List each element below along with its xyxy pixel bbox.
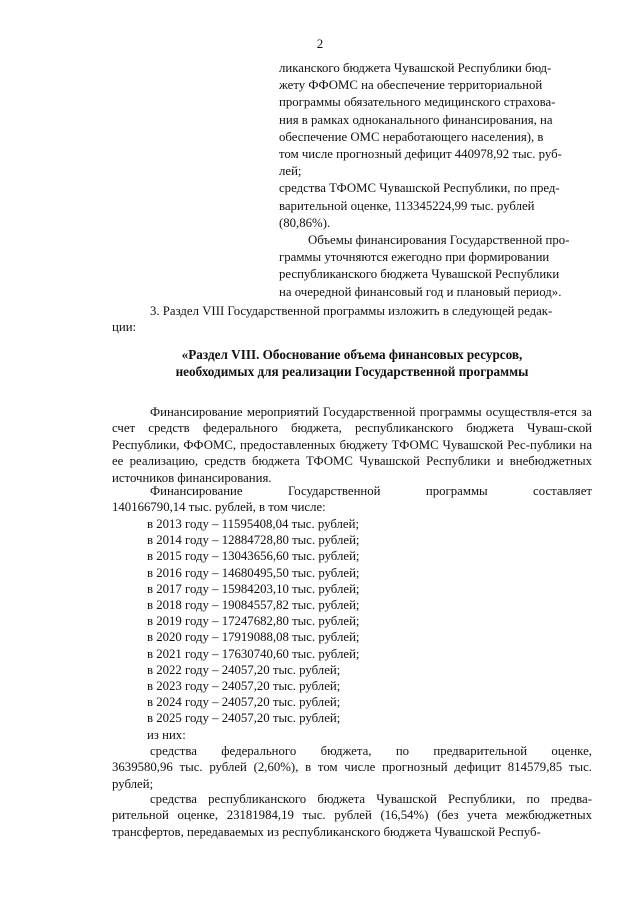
year-item: в 2025 году – 24057,20 тыс. рублей; xyxy=(147,711,341,726)
funding-sources-paragraph: Финансирование мероприятий Государственной программы осуществля-ется за счет средств федерального бюджета, республиканского бюджета Чуваш-ской Республики, ФФОМС, предоставленных бюджету ТФОМС Чувашской Рес-публики на ее реализацию, средств бюджета ТФОМС Чувашской Республики и внебюджетных источников финансирования. xyxy=(112,405,592,485)
federal-budget-paragraph xyxy=(112,743,592,792)
quoted-passport-block xyxy=(279,60,597,301)
word: федерального xyxy=(221,744,297,758)
quote-line: лей; xyxy=(279,164,302,179)
year-item: в 2024 году – 24057,20 тыс. рублей; xyxy=(147,695,341,710)
yearly-funding-list xyxy=(112,516,592,727)
year-item: в 2013 году – 11595408,04 тыс. рублей; xyxy=(147,517,359,531)
year-item: в 2014 году – 12884728,80 тыс. рублей; xyxy=(147,533,360,548)
quote-line: (80,86%). xyxy=(279,215,331,230)
year-item: в 2023 году – 24057,20 тыс. рублей; xyxy=(147,679,341,694)
year-item: в 2021 году – 17630740,60 тыс. рублей; xyxy=(147,646,360,661)
quote-line: граммы уточняются ежегодно при формировании xyxy=(279,250,550,265)
year-item: в 2019 году – 17247682,80 тыс. рублей; xyxy=(147,614,360,629)
section-heading-line1: «Раздел VIII. Обоснование объема финансовых ресурсов, xyxy=(181,347,523,362)
quote-line: республиканского бюджета Чувашской Республики xyxy=(279,267,560,282)
item-3-line2: ции: xyxy=(112,320,137,335)
of-them-label: из них: xyxy=(147,728,186,742)
quote-line: том числе прогнозный дефицит 440978,92 тыс. руб- xyxy=(279,147,562,162)
item-3-line1: 3. Раздел VIII Государственной программы изложить в следующей редак- xyxy=(150,304,553,318)
word: программы xyxy=(425,484,488,498)
year-item: в 2022 году – 24057,20 тыс. рублей; xyxy=(147,662,341,677)
total-funding-paragraph xyxy=(112,483,592,516)
total-funding-line1 xyxy=(112,483,592,499)
federal-budget-line1 xyxy=(112,743,592,759)
quote-line: ликанского бюджета Чувашской Республики бюд- xyxy=(279,61,552,75)
word: Финансирование xyxy=(150,484,243,498)
section-heading-line2: необходимых для реализации Государственной программы xyxy=(175,364,529,379)
total-funding-line2: 140166790,14 тыс. рублей, в том числе: xyxy=(112,500,326,515)
word: бюджета, xyxy=(320,744,372,758)
page-number: 2 xyxy=(316,36,324,51)
year-item: в 2016 году – 14680495,50 тыс. рублей; xyxy=(147,565,360,580)
year-item: в 2018 году – 19084557,82 тыс. рублей; xyxy=(147,598,360,613)
year-item: в 2017 году – 15984203,10 тыс. рублей; xyxy=(147,581,360,596)
quote-paragraph-budget xyxy=(279,60,597,180)
word: по xyxy=(395,744,410,758)
quote-line: Объемы финансирования Государственной про- xyxy=(308,233,570,248)
quote-line: средства ТФОМС Чувашской Республики, по пред- xyxy=(279,181,560,196)
federal-budget-rest: 3639580,96 тыс. рублей (2,60%), в том числе прогнозный дефицит 814579,85 тыс. рублей; xyxy=(112,760,592,791)
year-item: в 2015 году – 13043656,60 тыс. рублей; xyxy=(147,549,360,564)
quote-line: на очередной финансовый год и плановый период». xyxy=(279,284,562,299)
quote-paragraph-tfoms xyxy=(279,180,597,232)
word: составляет xyxy=(533,484,592,498)
word: средства xyxy=(150,744,197,758)
quote-line: программы обязательного медицинского страхова- xyxy=(279,95,556,110)
section-heading xyxy=(112,346,592,380)
word: оценке, xyxy=(551,744,592,758)
quote-line: варительной оценке, 113345224,99 тыс. рублей xyxy=(279,198,535,213)
quote-paragraph-volumes xyxy=(279,232,597,301)
word: Государственной xyxy=(287,484,381,498)
quote-line: жету ФФОМС на обеспечение территориальной xyxy=(279,78,543,93)
year-item: в 2020 году – 17919088,08 тыс. рублей; xyxy=(147,630,360,645)
quote-line: обеспечение ОМС неработающего населения), в xyxy=(279,129,544,144)
quote-line: ния в рамках одноканального финансирования, на xyxy=(279,112,553,127)
item-3-paragraph xyxy=(112,303,592,336)
republic-budget-paragraph: средства республиканского бюджета Чувашской Республики, по предва-рительной оценке, 23181984,19 тыс. рублей (16,54%) (без учета межбюджетных трансфертов, передаваемых из республиканского бюджета Чувашской Респуб- xyxy=(112,792,592,839)
word: предварительной xyxy=(433,744,528,758)
